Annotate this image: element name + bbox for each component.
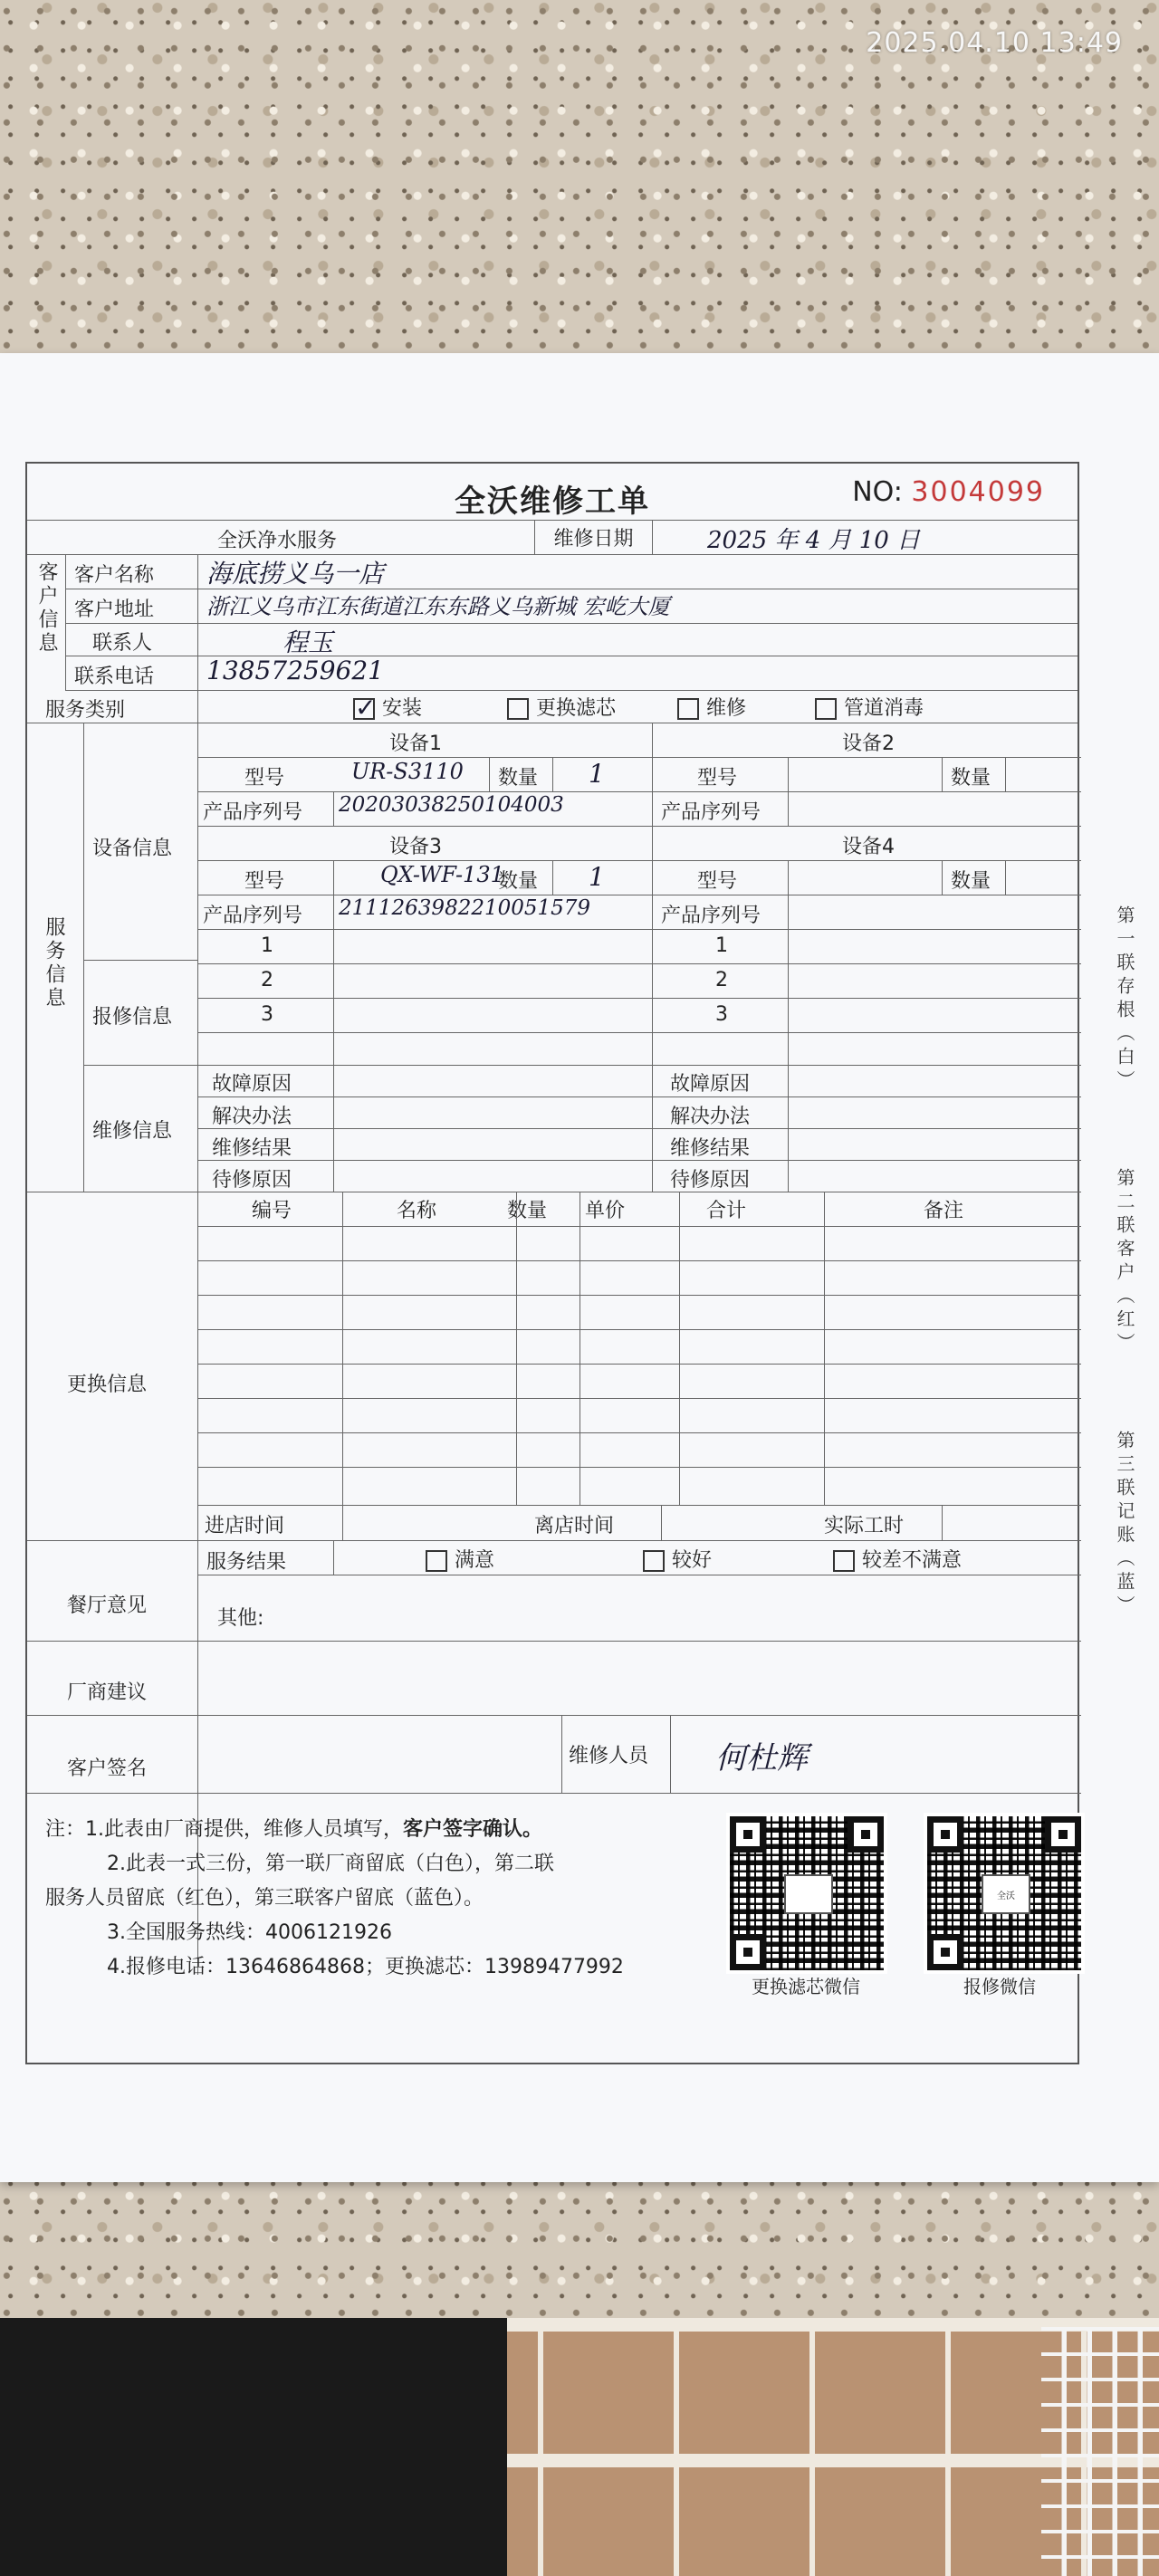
- device3-serial: 2111263982210051579: [339, 896, 591, 920]
- maint-row-solution: 解决办法: [212, 1106, 292, 1128]
- wire-rack: [1041, 2327, 1159, 2576]
- col-name: 名称: [397, 1200, 437, 1222]
- device-info-label: 设备信息: [92, 838, 173, 860]
- col-remark: 备注: [924, 1200, 964, 1222]
- checkbox-checked-icon[interactable]: [353, 698, 375, 720]
- table-column-divider: [824, 1192, 825, 1505]
- arrive-time-label: 进店时间: [205, 1515, 285, 1537]
- customer-name-value: 海底捞义乌一店: [206, 559, 385, 589]
- note-1: 注：1.此表由厂商提供，维修人员填写，: [45, 1818, 403, 1841]
- maint-row-result-b: 维修结果: [670, 1137, 751, 1160]
- replace-info-label: 更换信息: [67, 1374, 148, 1396]
- device1-serial: 20203038250104003: [339, 793, 564, 817]
- device3-header: 设备3: [389, 836, 442, 858]
- repair-date-label: 维修日期: [534, 520, 652, 554]
- form-number: NO: 3004099: [852, 476, 1045, 508]
- form-title: 全沃维修工单: [455, 484, 650, 520]
- table-column-divider: [342, 1192, 343, 1505]
- note-3: 3.全国服务热线：4006121926: [107, 1921, 392, 1944]
- service-option-repair[interactable]: 维修: [677, 693, 746, 721]
- qr-code-filter[interactable]: [726, 1813, 887, 1974]
- device3-qty: 1: [589, 862, 605, 892]
- col-number: 编号: [252, 1200, 292, 1222]
- opinion-good[interactable]: 较好: [643, 1545, 712, 1573]
- service-option-install[interactable]: ✓ 安装: [353, 693, 422, 721]
- customer-name-row: [65, 554, 1078, 589]
- work-order-form: [25, 462, 1079, 2064]
- phone-row: [65, 656, 1078, 691]
- model-label-2: 型号: [697, 767, 738, 790]
- customer-name-label: 客户名称: [74, 564, 155, 587]
- qr-caption-filter: 更换滤芯微信: [752, 1976, 860, 1997]
- table-row: [197, 1226, 1081, 1227]
- note-4: 4.报修电话：13646864868；更换滤芯：13989477992: [107, 1956, 624, 1978]
- company-row: [27, 520, 1078, 555]
- serial-label: 产品序列号: [203, 801, 303, 824]
- maint-row-result: 维修结果: [212, 1137, 292, 1160]
- service-option-filter[interactable]: 更换滤芯: [507, 693, 616, 721]
- service-type-row: [27, 690, 1078, 723]
- form-number-value: 3004099: [911, 476, 1045, 508]
- note-1-bold: 客户签字确认。: [403, 1818, 543, 1841]
- table-row: [197, 1260, 1081, 1261]
- serial-label-4: 产品序列号: [661, 905, 761, 927]
- copy-label-2: 第二联客户（红）: [1114, 1168, 1135, 1356]
- opinion-poor[interactable]: 较差不满意: [833, 1545, 962, 1573]
- phone-value: 13857259621: [206, 656, 384, 685]
- customer-address-label: 客户地址: [74, 599, 155, 621]
- repair-num-3: 3: [261, 1003, 273, 1026]
- checkbox-icon[interactable]: [426, 1550, 447, 1572]
- table-row: [197, 1432, 1081, 1433]
- work-order-paper: [0, 353, 1159, 2182]
- serial-label-3: 产品序列号: [203, 905, 303, 927]
- customer-address-value: 浙江义乌市江东街道江东东路义乌新城 宏屹大厦: [206, 594, 670, 619]
- repairer-signature: 何杜辉: [715, 1740, 808, 1776]
- leave-time-label: 离店时间: [534, 1515, 615, 1537]
- device4-header: 设备4: [842, 836, 895, 858]
- maint-row-pending: 待修原因: [212, 1169, 292, 1192]
- customer-sign-label: 客户签名: [67, 1757, 148, 1780]
- repair-date-value: 2025 年 4 月 10 日: [707, 527, 921, 554]
- repairer-label: 维修人员: [569, 1745, 649, 1767]
- service-type-label: 服务类别: [45, 699, 126, 722]
- note-2b: 服务人员留底（红色），第三联客户留底（蓝色）。: [45, 1887, 484, 1910]
- maint-row-pending-b: 待修原因: [670, 1169, 751, 1192]
- repair-info-label: 报修信息: [92, 1006, 173, 1029]
- maint-row-cause-b: 故障原因: [670, 1073, 751, 1096]
- copy-label-1: 第一联存根（白）: [1114, 905, 1135, 1094]
- notes: [45, 1813, 624, 1985]
- note-2a: 2.此表一式三份，第一联厂商留底（白色），第二联: [107, 1853, 554, 1875]
- maint-row-solution-b: 解决办法: [670, 1106, 751, 1128]
- qty-label-2: 数量: [951, 767, 991, 790]
- device2-header: 设备2: [842, 733, 895, 755]
- repair-num-1b: 1: [715, 934, 728, 957]
- checkbox-icon[interactable]: [507, 698, 529, 720]
- qty-label-3: 数量: [498, 870, 539, 893]
- qr-code-repair[interactable]: [924, 1813, 1085, 1974]
- qty-label-4: 数量: [951, 870, 991, 893]
- table-row: [197, 1398, 1081, 1399]
- repair-num-2: 2: [261, 969, 273, 991]
- qty-label: 数量: [498, 767, 539, 790]
- copy-label-3: 第三联记账（蓝）: [1114, 1431, 1135, 1619]
- col-qty: 数量: [507, 1200, 548, 1222]
- col-price: 单价: [585, 1200, 626, 1222]
- device1-header: 设备1: [389, 733, 442, 755]
- contact-label: 联系人: [92, 632, 153, 655]
- table-row: [197, 1295, 1081, 1296]
- qr-logo-brand: 全沃: [982, 1874, 1030, 1914]
- device1-model: UR-S3110: [351, 759, 464, 784]
- model-label-3: 型号: [244, 870, 285, 893]
- table-row: [197, 1329, 1081, 1330]
- checkbox-icon[interactable]: [677, 698, 699, 720]
- checkbox-icon[interactable]: [815, 698, 837, 720]
- maint-row-cause: 故障原因: [212, 1073, 292, 1096]
- table-column-divider: [679, 1192, 680, 1505]
- repair-num-2b: 2: [715, 969, 728, 991]
- device3-model: QX-WF-131: [380, 862, 504, 887]
- qr-caption-repair: 报修微信: [963, 1976, 1036, 1997]
- contact-value: 程玉: [283, 627, 334, 657]
- opinion-satisfied[interactable]: 满意: [426, 1545, 494, 1573]
- checkbox-icon[interactable]: [833, 1550, 855, 1572]
- table-column-divider: [516, 1192, 517, 1505]
- service-option-disinfect[interactable]: 管道消毒: [815, 693, 924, 721]
- table-row: [197, 1364, 1081, 1365]
- company-name: 全沃净水服务: [217, 530, 338, 552]
- repair-num-3b: 3: [715, 1003, 728, 1026]
- customer-section-label: 客户信息: [35, 561, 58, 656]
- device1-qty: 1: [589, 759, 605, 789]
- service-result-label: 服务结果: [206, 1551, 287, 1574]
- photo-timestamp: 2025.04.10 13:49: [866, 27, 1123, 59]
- contact-row: [65, 623, 1078, 656]
- qr-logo-icon: [784, 1874, 833, 1914]
- title-row: [27, 464, 1078, 521]
- table-row: [197, 1467, 1081, 1468]
- col-total: 合计: [706, 1200, 747, 1222]
- customer-address-row: [65, 589, 1078, 624]
- repair-num-1: 1: [261, 934, 273, 957]
- model-label: 型号: [244, 767, 285, 790]
- opinion-label: 餐厅意见: [67, 1594, 148, 1617]
- work-hours-label: 实际工时: [824, 1515, 905, 1537]
- maint-info-label: 维修信息: [92, 1120, 173, 1143]
- model-label-4: 型号: [697, 870, 738, 893]
- vendor-advice-label: 厂商建议: [67, 1681, 148, 1704]
- other-label: 其他:: [217, 1607, 264, 1630]
- serial-label-2: 产品序列号: [661, 801, 761, 824]
- checkbox-icon[interactable]: [643, 1550, 665, 1572]
- phone-label: 联系电话: [74, 666, 155, 688]
- service-section-label: 服务信息: [43, 916, 65, 1010]
- dark-object: [0, 2318, 507, 2576]
